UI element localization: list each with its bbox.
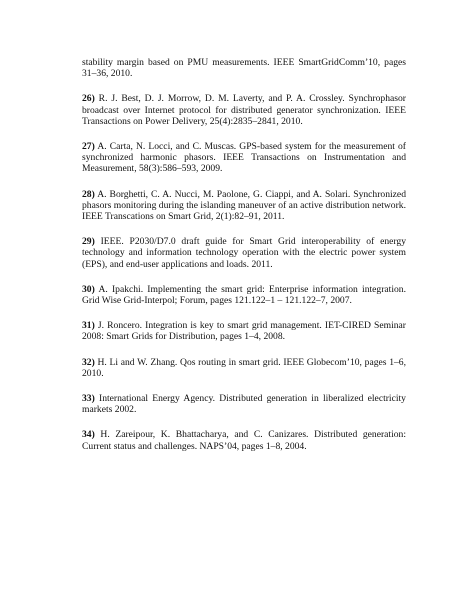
reference-text: R. J. Best, D. J. Morrow, D. M. Laverty, and P. A. Crossley. Synchrophasor broadcast over Internet protocol for distributed generator synchronization. IEEE Transactions on Power Delivery, 25(4):2835–2841, 2010.	[82, 93, 407, 127]
reference-item	[82, 429, 406, 451]
reference-item	[82, 320, 406, 342]
reference-text: A. Ipakchi. Implementing the smart grid: Enterprise information integration. Grid Wise Grid-Interpol; Forum, pages 121.122–1 – 121.122–7, 2007.	[82, 283, 406, 307]
reference-text: IEEE. P2030/D7.0 draft guide for Smart Grid interoperability of energy technology and information technology operation with the electric power system (EPS), and end-user applications and loads. 2011.	[82, 236, 406, 270]
reference-item	[82, 357, 406, 379]
reference-number: 31)	[82, 320, 95, 332]
reference-continuation	[82, 57, 406, 79]
reference-text: J. Roncero. Integration is key to smart grid management. IET-CIRED Seminar 2008: Smart Grids for Distribution, pages 1–4, 2008.	[82, 320, 406, 343]
reference-number: 29)	[82, 236, 95, 248]
reference-number: 33)	[82, 393, 95, 405]
reference-number: 27)	[82, 141, 95, 153]
reference-text: H. Li and W. Zhang. Qos routing in smart grid. IEEE Globecom’10, pages 1–6, 2010.	[82, 356, 406, 379]
reference-item	[82, 393, 406, 415]
reference-text: International Energy Agency. Distributed generation in liberalized electricity markets 2002.	[82, 393, 406, 416]
reference-number: 30)	[82, 283, 95, 295]
reference-text: stability margin based on PMU measurements. IEEE SmartGridComm’10, pages 31–36, 2010.	[82, 57, 406, 80]
reference-number: 32)	[82, 356, 95, 368]
reference-item	[82, 284, 406, 306]
reference-text: H. Zareipour, K. Bhattacharya, and C. Canizares. Distributed generation: Current status and challenges. NAPS’04, pages 1–8, 2004.	[82, 429, 407, 452]
reference-item	[82, 236, 406, 270]
reference-number: 26)	[82, 93, 95, 105]
reference-list	[82, 57, 406, 466]
reference-item	[82, 141, 406, 175]
reference-number: 34)	[82, 429, 95, 441]
reference-number: 28)	[82, 188, 95, 200]
reference-text: A. Carta, N. Locci, and C. Muscas. GPS-based system for the measurement of synchronized harmonic phasors. IEEE Transactions on Instrumentation and Measurement, 58(3):586–593, 2009.	[82, 141, 406, 175]
reference-item	[82, 189, 406, 223]
reference-text: A. Borghetti, C. A. Nucci, M. Paolone, G. Ciappi, and A. Solari. Synchronized phasors monitoring during the islanding maneuver of an active distribution network. IEEE Transcations on Smart Grid, 2(1):82–91, 2011.	[82, 188, 406, 223]
reference-item	[82, 93, 406, 127]
